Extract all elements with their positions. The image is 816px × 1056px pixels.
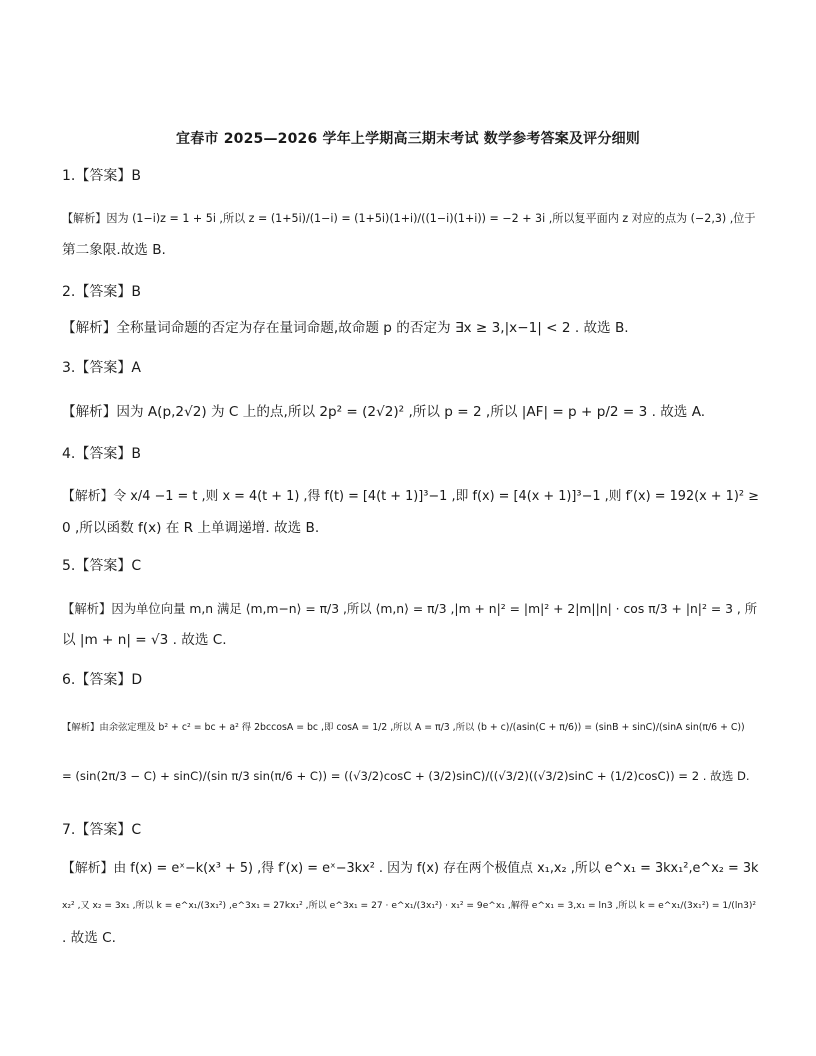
- solution-2-line-1: 【解析】全称量词命题的否定为存在量词命题,故命题 p 的否定为 ∃x ≥ 3,|x−1| < 2 . 故选 B.: [62, 320, 629, 336]
- answer-7: 7.【答案】C: [62, 822, 142, 838]
- answer-4: 4.【答案】B: [62, 446, 141, 462]
- document-title: 宜春市 2025—2026 学年上学期高三期末考试 数学参考答案及评分细则: [176, 131, 640, 147]
- answer-2: 2.【答案】B: [62, 284, 141, 300]
- solution-1-line-2: 第二象限.故选 B.: [62, 242, 166, 258]
- solution-4-line-2: 0 ,所以函数 f(x) 在 R 上单调递增. 故选 B.: [62, 520, 320, 536]
- answer-6: 6.【答案】D: [62, 672, 143, 688]
- answer-3: 3.【答案】A: [62, 360, 141, 376]
- solution-5-line-2: 以 |m + n| = √3 . 故选 C.: [62, 632, 227, 648]
- solution-5-line-1: 【解析】因为单位向量 m,n 满足 ⟨m,m−n⟩ = π/3 ,所以 ⟨m,n⟩ = π/3 ,|m + n|² = |m|² + 2|m||n| · cos π/3 + |n|² = 3 , 所: [62, 602, 758, 616]
- solution-7-line-1: 【解析】由 f(x) = eˣ−k(x³ + 5) ,得 f′(x) = eˣ−3kx² . 因为 f(x) 存在两个极值点 x₁,x₂ ,所以 e^x₁ = 3kx₁²,e^x₂ = 3k: [62, 861, 759, 876]
- solution-4-line-1: 【解析】令 x/4 −1 = t ,则 x = 4(t + 1) ,得 f(t) = [4(t + 1)]³−1 ,即 f(x) = [4(x + 1)]³−1 ,则 f′(x) = 192(x + 1)² ≥: [62, 489, 759, 504]
- solution-1-line-1: 【解析】因为 (1−i)z = 1 + 5i ,所以 z = (1+5i)/(1−i) = (1+5i)(1+i)/((1−i)(1+i)) = −2 + 3i ,所以复平面内 z 对应的点为 (−2,3) ,位于: [62, 212, 756, 225]
- answer-5: 5.【答案】C: [62, 558, 142, 574]
- solution-7-line-2: x₂² ,又 x₂ = 3x₁ ,所以 k = e^x₁/(3x₁²) ,e^3x₁ = 27kx₁² ,所以 e^3x₁ = 27 · e^x₁/(3x₁²) · x₁² = 9e^x₁ ,解得 e^x₁ = 3,x₁ = ln3 ,所以 k = e^x₁/(3x₁²) = 1/(ln3)²: [62, 901, 757, 911]
- solution-7-line-3: . 故选 C.: [62, 930, 116, 946]
- solution-6-line-2: = (sin(2π/3 − C) + sinC)/(sin π/3 sin(π/6 + C)) = ((√3/2)cosC + (3/2)sinC)/((√3/2)((√3/2)sinC + (1/2)cosC)) = 2 . 故选 D.: [62, 769, 750, 783]
- solution-6-line-1: 【解析】由余弦定理及 b² + c² = bc + a² 得 2bccosA = bc ,即 cosA = 1/2 ,所以 A = π/3 ,所以 (b + c)/(asin(C + π/6)) = (sinB + sinC)/(sinA sin(π/6 + C)): [62, 722, 745, 733]
- answer-1: 1.【答案】B: [62, 168, 141, 184]
- solution-3-line-1: 【解析】因为 A(p,2√2) 为 C 上的点,所以 2p² = (2√2)² ,所以 p = 2 ,所以 |AF| = p + p/2 = 3 . 故选 A.: [62, 404, 706, 420]
